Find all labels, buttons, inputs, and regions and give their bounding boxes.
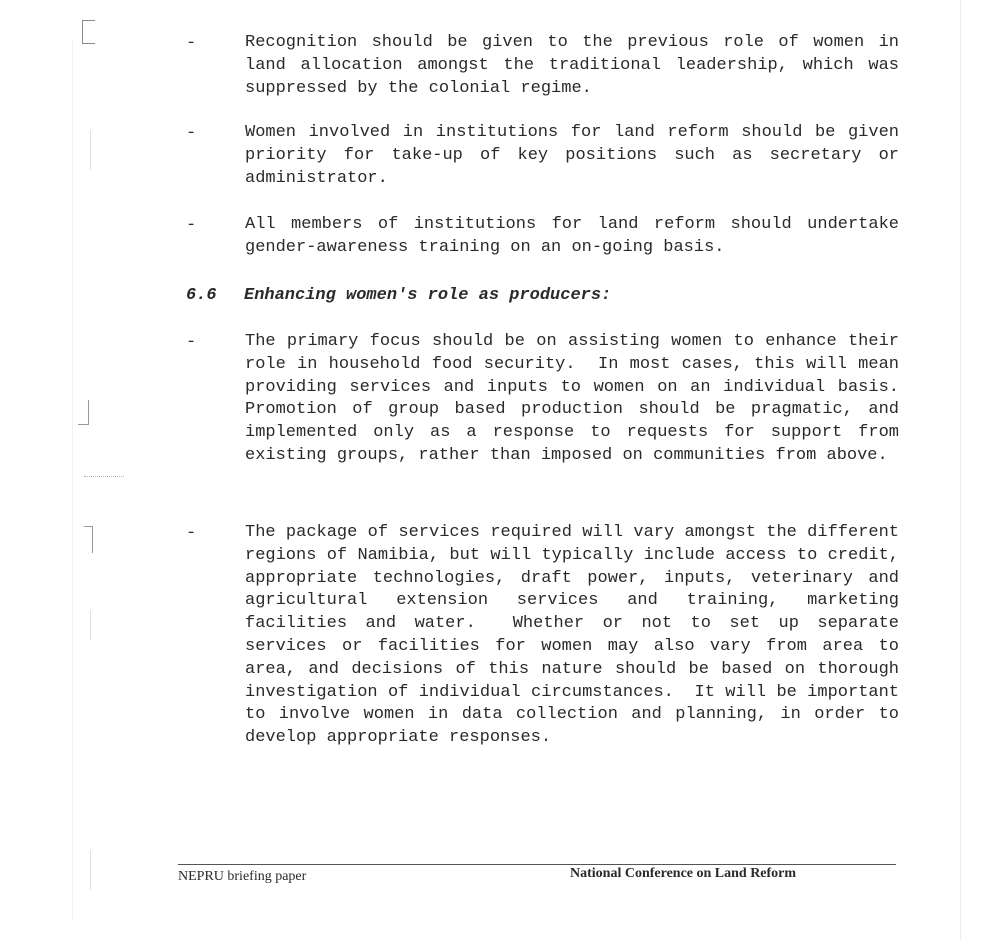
margin-dotted-mark <box>84 476 124 478</box>
bullet-dash: - <box>186 333 197 352</box>
bullet-dash: - <box>186 34 197 53</box>
margin-tick-mark <box>88 400 89 424</box>
margin-faint-line <box>90 610 91 640</box>
section-title: Enhancing women's role as producers: <box>244 286 612 305</box>
section-number: 6.6 <box>186 286 217 305</box>
bullet-text: The package of services required will vary amongst the different regions of Namibia, but will typically include access to credit, appropriate technologies, draft power, inputs, veterinary and agricultural extension services and training, marketing facilities and water. Whether or not to set up separate services or facilities for women may also vary from area to area, and decisions of this nature should be based on thorough investigation of individual circumstances. It will be important to involve women in data collection and planning, in order to develop appropriate responses. <box>245 523 910 748</box>
margin-tick-mark-foot <box>78 424 89 425</box>
bullet-dash: - <box>186 124 197 143</box>
bullet-text: The primary focus should be on assisting women to enhance their role in household food security. In most cases, this will mean providing services and inputs to women on an individual basis. Promotion of group based production should be pragmatic, and implemented only as a response to requests for support from existing groups, rather than imposed on communities from above. <box>245 332 920 465</box>
footer-left-text: NEPRU briefing paper <box>178 869 307 884</box>
bullet-text: Recognition should be given to the previous role of women in land allocation amongst the traditional leadership, which was suppressed by the colonial regime. <box>245 33 910 98</box>
bullet-text: All members of institutions for land reform should undertake gender-awareness training on an on-going basis. <box>245 215 910 257</box>
bullet-text: Women involved in institutions for land reform should be given priority for take-up of key positions such as secretary or administrator. <box>245 123 910 188</box>
margin-faint-line <box>90 130 91 170</box>
footer-right-text: National Conference on Land Reform <box>570 866 797 881</box>
section-heading <box>186 286 611 305</box>
margin-faint-line <box>90 850 91 890</box>
bullet-dash: - <box>186 524 197 543</box>
footer-rule <box>178 864 896 865</box>
bullet-dash: - <box>186 216 197 235</box>
scan-edge-left <box>72 40 73 920</box>
margin-bracket-mark <box>82 20 95 44</box>
scan-edge-right <box>960 0 961 940</box>
margin-bracket-mark-lower <box>84 526 93 553</box>
